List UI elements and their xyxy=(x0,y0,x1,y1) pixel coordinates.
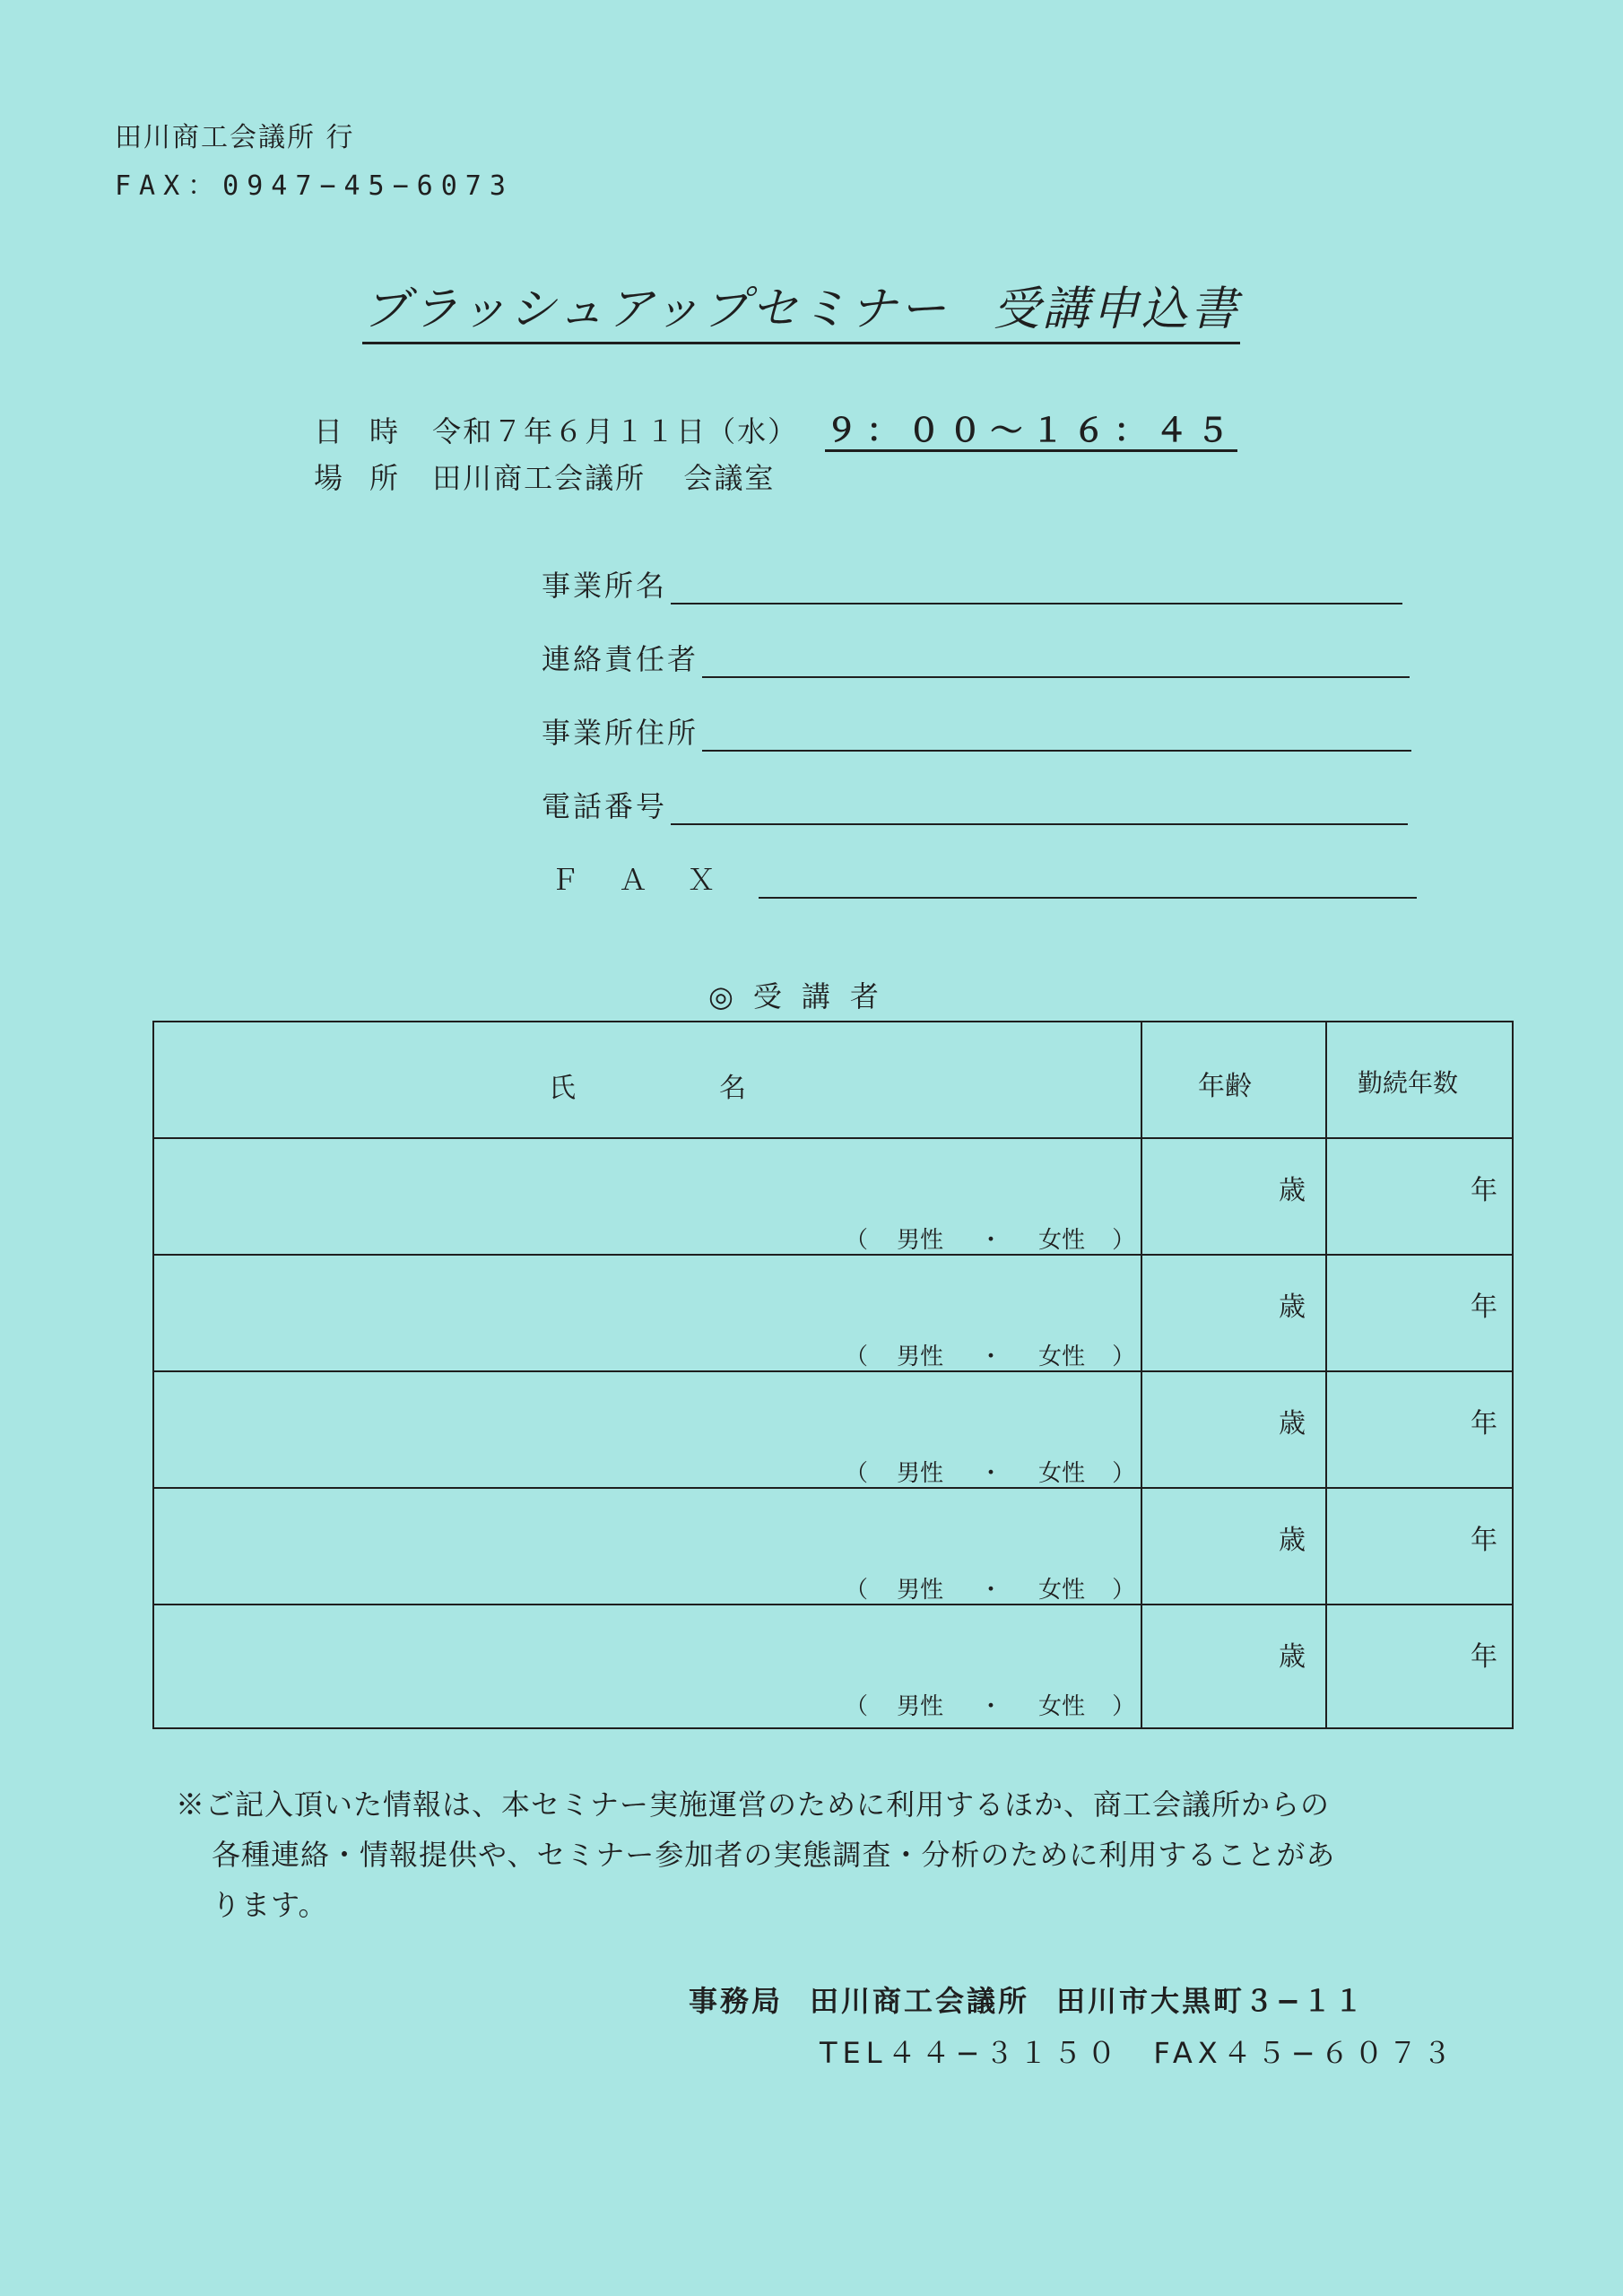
gender-female-option[interactable]: 女性 xyxy=(1038,1577,1086,1604)
gender-male-option[interactable]: 男性 xyxy=(897,1344,944,1370)
gender-female-option[interactable]: 女性 xyxy=(1038,1344,1086,1370)
years-unit: 年 xyxy=(1471,1525,1497,1556)
gender-paren-close: ） xyxy=(1112,1227,1136,1254)
years-unit: 年 xyxy=(1471,1175,1497,1206)
gender-paren-open: （ xyxy=(845,1227,869,1254)
office-name: 田川商工会議所 xyxy=(810,1984,1030,2018)
fax-label: ＦＡＸ xyxy=(551,863,756,897)
age-unit: 歳 xyxy=(1279,1525,1306,1556)
fax-blank[interactable] xyxy=(759,852,1417,899)
event-date-line xyxy=(314,405,1237,451)
phone-number-field[interactable] xyxy=(542,780,1408,825)
office-fax: FAX４５−６０７３ xyxy=(1153,2036,1457,2070)
gender-female-option[interactable]: 女性 xyxy=(1038,1227,1086,1254)
event-room: 会議室 xyxy=(683,461,776,495)
office-address: 田川市大黒町３−１１ xyxy=(1056,1984,1366,2018)
gender-separator: ・ xyxy=(979,1227,1003,1254)
gender-male-option[interactable]: 男性 xyxy=(897,1460,944,1487)
company-address-blank[interactable] xyxy=(702,705,1411,752)
form-title xyxy=(362,271,1259,344)
years-unit: 年 xyxy=(1471,1408,1497,1439)
gender-paren-open: （ xyxy=(845,1344,869,1370)
privacy-note xyxy=(176,1779,1449,1930)
gender-female-option[interactable]: 女性 xyxy=(1038,1460,1086,1487)
gender-separator: ・ xyxy=(979,1344,1003,1370)
gender-separator: ・ xyxy=(979,1460,1003,1487)
column-header-name-surname: 氏 xyxy=(549,1073,576,1104)
attendee-row[interactable] xyxy=(154,1605,1512,1722)
gender-female-option[interactable]: 女性 xyxy=(1038,1693,1086,1720)
attendee-row[interactable] xyxy=(154,1139,1512,1256)
years-unit: 年 xyxy=(1471,1292,1497,1323)
attendee-row[interactable] xyxy=(154,1489,1512,1605)
gender-choice[interactable] xyxy=(845,1688,1135,1721)
gender-paren-open: （ xyxy=(845,1577,869,1604)
gender-choice[interactable] xyxy=(845,1222,1135,1255)
attendee-row[interactable] xyxy=(154,1256,1512,1372)
column-header-years: 勤続年数 xyxy=(1358,1068,1459,1098)
phone-number-blank[interactable] xyxy=(671,778,1408,825)
age-unit: 歳 xyxy=(1279,1408,1306,1439)
attendee-row[interactable] xyxy=(154,1372,1512,1489)
date-label: 日時 xyxy=(314,414,426,448)
phone-number-label: 電話番号 xyxy=(542,789,668,823)
gender-paren-close: ） xyxy=(1112,1460,1136,1487)
age-unit: 歳 xyxy=(1279,1641,1306,1673)
table-header-row xyxy=(154,1022,1512,1139)
fax-addressee: 田川商工会議所 行 xyxy=(115,122,355,153)
fax-number: FAX：0947−45−6073 xyxy=(115,170,514,202)
gender-male-option[interactable]: 男性 xyxy=(897,1577,944,1604)
privacy-note-line-1: ※ご記入頂いた情報は、本セミナー実施運営のために利用するほか、商工会議所からの xyxy=(176,1787,1331,1822)
gender-paren-close: ） xyxy=(1112,1577,1136,1604)
title-seminar-name: ブラッシュアップセミナー xyxy=(362,283,949,336)
company-address-field[interactable] xyxy=(542,707,1411,752)
office-contact xyxy=(820,2031,1457,2072)
attendees-table xyxy=(152,1021,1514,1729)
gender-paren-close: ） xyxy=(1112,1344,1136,1370)
office-info xyxy=(689,1979,1366,2020)
gender-male-option[interactable]: 男性 xyxy=(897,1693,944,1720)
contact-person-field[interactable] xyxy=(542,633,1410,678)
column-header-name-given: 名 xyxy=(719,1073,746,1104)
contact-person-blank[interactable] xyxy=(702,631,1410,678)
contact-person-label: 連絡責任者 xyxy=(542,642,699,676)
age-unit: 歳 xyxy=(1279,1175,1306,1206)
office-tel: TEL４４−３１５０ xyxy=(820,2036,1122,2070)
gender-male-option[interactable]: 男性 xyxy=(897,1227,944,1254)
age-unit: 歳 xyxy=(1279,1292,1306,1323)
company-name-field[interactable] xyxy=(542,560,1402,604)
years-unit: 年 xyxy=(1471,1641,1497,1673)
gender-choice[interactable] xyxy=(845,1571,1135,1605)
gender-choice[interactable] xyxy=(845,1338,1135,1371)
privacy-note-line-3: ります。 xyxy=(212,1888,328,1922)
event-date: 令和７年６月１１日（水） xyxy=(432,414,799,448)
gender-choice[interactable] xyxy=(845,1455,1135,1488)
event-time: ９：００～１６：４５ xyxy=(825,413,1237,452)
gender-paren-close: ） xyxy=(1112,1693,1136,1720)
gender-separator: ・ xyxy=(979,1577,1003,1604)
fax-field[interactable] xyxy=(542,854,1417,899)
attendees-heading: ◎受講者 xyxy=(708,979,898,1013)
company-address-label: 事業所住所 xyxy=(542,716,699,750)
office-label: 事務局 xyxy=(689,1984,784,2018)
column-header-age: 年齢 xyxy=(1198,1071,1252,1102)
gender-paren-open: （ xyxy=(845,1460,869,1487)
venue-label: 場所 xyxy=(314,461,426,495)
event-venue-line xyxy=(314,456,775,497)
privacy-note-line-2: 各種連絡・情報提供や、セミナー参加者の実態調査・分析のために利用することがあ xyxy=(212,1838,1336,1872)
company-name-blank[interactable] xyxy=(671,558,1402,604)
gender-paren-open: （ xyxy=(845,1693,869,1720)
company-name-label: 事業所名 xyxy=(542,569,668,603)
event-venue: 田川商工会議所 xyxy=(432,461,647,495)
gender-separator: ・ xyxy=(979,1693,1003,1720)
column-header-name xyxy=(549,1065,746,1105)
title-form-name: 受講申込書 xyxy=(993,283,1240,336)
